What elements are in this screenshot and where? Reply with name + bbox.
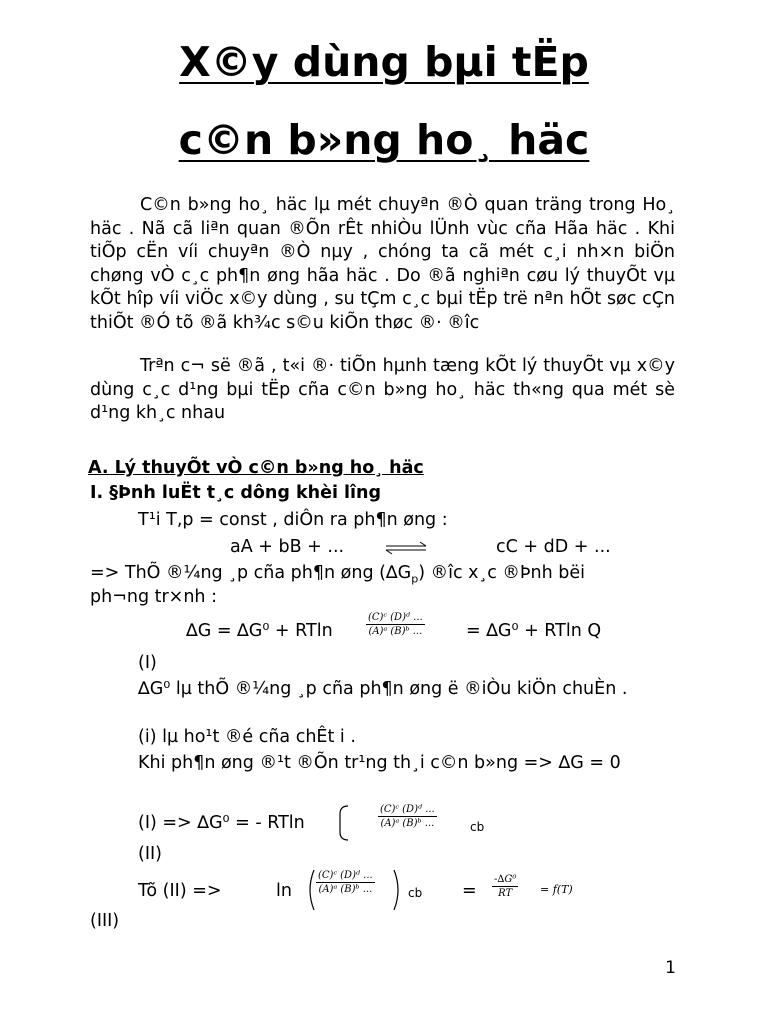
intro-paragraph-2: Trªn c¬ së ®ã , t«i ®· tiÕn hµnh tæng kÕt lý thuyÕt vµ x©y dùng c¸c d¹ng bµi tËp cña c©n b»ng ho¸ häc th«ng qua mét sè d¹ng kh¸c nhau (90, 356, 675, 423)
delta-g-line-text: => ThÕ ®¼ng ¸p cña ph¶n øng (∆G (90, 563, 412, 583)
equation-3-equals: = (462, 881, 477, 901)
label-iii: (III) (90, 911, 120, 931)
equation-1-fraction (366, 612, 425, 637)
equation-3-rhs-fraction (492, 874, 518, 899)
page-number: 1 (665, 958, 676, 978)
equation-3-ln: ln (276, 881, 292, 901)
cb-subscript-1: cb (470, 820, 485, 834)
equilibrium-arrow-icon (382, 540, 432, 556)
equation-2-fraction (378, 804, 437, 829)
rhs-numerator: -∆G⁰ (494, 874, 517, 885)
delta-g-line-2: ph¬ng tr×nh : (90, 587, 217, 607)
section-a-heading: A. Lý thuyÕt vÒ c©n b»ng ho¸ häc (88, 458, 424, 478)
left-bracket-icon (338, 804, 350, 842)
fraction-numerator-2: (C)ᶜ (D)ᵈ ... (380, 804, 435, 815)
equation-2-left: (I) => ∆G⁰ = - RTln (138, 813, 305, 833)
equation-1-right: = ∆G⁰ + RTln Q (466, 621, 602, 641)
condition-text: T¹i T,p = const , diÔn ra ph¶n øng : (138, 510, 448, 530)
left-paren-icon (304, 868, 316, 912)
fraction-denominator-2: (A)ᵃ (B)ᵇ ... (380, 818, 435, 829)
activity-definition: (i) lµ ho¹t ®é cña chÊt i . (138, 727, 356, 747)
delta-g-line-text-b: ) ®îc x¸c ®Þnh bëi (418, 563, 585, 583)
delta-g0-definition: ∆G⁰ lµ thÕ ®¼ng ¸p cña ph¶n øng ë ®iÒu kiÖn chuÈn . (138, 679, 628, 699)
equilibrium-condition: Khi ph¶n øng ®¹t ®Õn tr¹ng th¸i c©n b»ng => ∆G = 0 (138, 753, 621, 773)
label-ii: (II) (138, 844, 162, 864)
right-paren-icon (392, 868, 404, 912)
cb-subscript-2: cb (408, 886, 423, 900)
reaction-right: cC + dD + ... (496, 537, 611, 557)
fraction-denominator-3: (A)ᵃ (B)ᵇ ... (318, 884, 373, 895)
equation-1-left: ∆G = ∆G⁰ + RTln (186, 621, 333, 641)
delta-g-subscript: p (411, 572, 419, 586)
section-i-heading: I. §Þnh luËt t¸c dông khèi lîng (90, 483, 382, 503)
title-line-1: X©y dùng bµi tËp (179, 38, 589, 86)
equation-3-left: Tõ (II) => (138, 881, 222, 901)
intro-paragraph-1: C©n b»ng ho¸ häc lµ mét chuyªn ®Ò quan träng trong Ho¸ häc . Nã cã liªn quan ®Õn rÊt nhiÒu lÜnh vùc cña Hãa häc . Khi tiÕp cËn víi chuyªn ®Ò nµy , chóng ta cã mét c¸i nh×n biÖn chøng vÒ c¸c ph¶n øng hãa häc . Do ®ã nghiªn cøu lý thuyÕt vµ kÕt hîp víi viÖc x©y dùng , su tÇm c¸c bµi tËp trë nªn hÕt søc cÇn thiÕt ®Ó tõ ®ã kh¾c s©u kiÕn thøc ®· ®îc (90, 195, 675, 333)
fraction-denominator: (A)ᵃ (B)ᵇ ... (368, 626, 423, 637)
fraction-numerator: (C)ᶜ (D)ᵈ ... (368, 612, 423, 623)
rhs-function: = f(T) (540, 883, 573, 896)
rhs-denominator: RT (498, 888, 513, 899)
equation-3-fraction (316, 870, 375, 895)
fraction-numerator-3: (C)ᶜ (D)ᵈ ... (318, 870, 373, 881)
reaction-left: aA + bB + ... (230, 537, 345, 557)
label-i: (I) (138, 653, 157, 673)
title-line-2: c©n b»ng ho¸ häc (178, 116, 590, 164)
